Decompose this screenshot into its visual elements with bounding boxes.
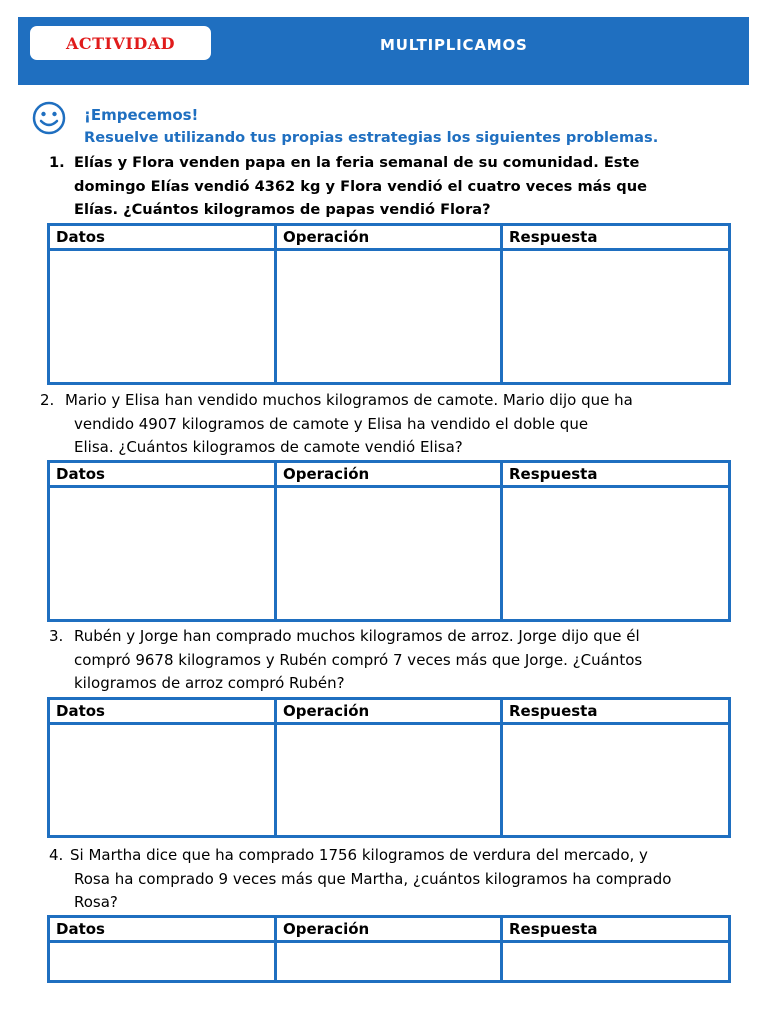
cell-datos[interactable]	[49, 724, 276, 837]
cell-datos[interactable]	[49, 250, 276, 384]
greeting-text: ¡Empecemos!	[84, 106, 199, 124]
header-operacion: Operación	[276, 917, 502, 942]
problem-line: Rosa?	[74, 893, 118, 911]
activity-badge: ACTIVIDAD	[30, 26, 211, 60]
smiley-icon	[32, 101, 66, 135]
problem-line: Mario y Elisa han vendido muchos kilogramos de camote. Mario dijo que ha	[65, 391, 633, 409]
problem-number: 1.	[49, 154, 65, 171]
problem-line: domingo Elías vendió 4362 kg y Flora vendió el cuatro veces más que	[74, 177, 648, 195]
problem-line: compró 9678 kilogramos y Rubén compró 7 veces más que Jorge. ¿Cuántos	[74, 650, 643, 669]
problem-line: Elisa. ¿Cuántos kilogramos de camote vendió Elisa?	[74, 438, 463, 456]
problem-1	[40, 151, 730, 222]
cell-operacion[interactable]	[276, 724, 502, 837]
problem-line: Si Martha dice que ha comprado 1756 kilogramos de verdura del mercado, y	[70, 846, 648, 864]
problem-line: vendido 4907 kilogramos de camote y Elisa ha vendido el doble que	[74, 414, 589, 433]
header-respuesta: Respuesta	[502, 225, 730, 250]
problem-number: 2.	[40, 391, 55, 409]
cell-respuesta[interactable]	[502, 250, 730, 384]
header-respuesta: Respuesta	[502, 917, 730, 942]
cell-respuesta[interactable]	[502, 942, 730, 982]
header-respuesta: Respuesta	[502, 699, 730, 724]
answer-table-3	[47, 697, 731, 838]
answer-table-1	[47, 223, 731, 385]
problem-line: Rubén y Jorge han comprado muchos kilogramos de arroz. Jorge dijo que él	[74, 627, 640, 645]
problem-line: Elías. ¿Cuántos kilogramos de papas vendió Flora?	[74, 201, 491, 218]
header-operacion: Operación	[276, 699, 502, 724]
instruction-text: Resuelve utilizando tus propias estrategias los siguientes problemas.	[84, 129, 659, 146]
cell-operacion[interactable]	[276, 942, 502, 982]
problem-3	[40, 625, 730, 696]
problem-2	[40, 389, 730, 460]
cell-datos[interactable]	[49, 487, 276, 621]
problem-number: 4.	[49, 846, 64, 864]
cell-datos[interactable]	[49, 942, 276, 982]
problem-line: Rosa ha comprado 9 veces más que Martha, ¿cuántos kilogramos ha comprado	[74, 869, 672, 888]
header-datos: Datos	[49, 225, 276, 250]
cell-operacion[interactable]	[276, 250, 502, 384]
instruction-label: Resuelve utilizando tus propias estrategias los siguientes problemas	[84, 129, 653, 146]
header-datos: Datos	[49, 917, 276, 942]
header-respuesta: Respuesta	[502, 462, 730, 487]
header-operacion: Operación	[276, 462, 502, 487]
problem-number: 3.	[49, 627, 64, 645]
problem-line: kilogramos de arroz compró Rubén?	[74, 674, 345, 692]
header-operacion: Operación	[276, 225, 502, 250]
problem-4	[40, 844, 730, 915]
cell-operacion[interactable]	[276, 487, 502, 621]
page-title: MULTIPLICAMOS	[380, 36, 528, 54]
problem-line: Elías y Flora venden papa en la feria semanal de su comunidad. Este	[74, 154, 640, 171]
cell-respuesta[interactable]	[502, 724, 730, 837]
answer-table-2	[47, 460, 731, 622]
cell-respuesta[interactable]	[502, 487, 730, 621]
header-datos: Datos	[49, 462, 276, 487]
answer-table-4	[47, 915, 731, 983]
header-datos: Datos	[49, 699, 276, 724]
